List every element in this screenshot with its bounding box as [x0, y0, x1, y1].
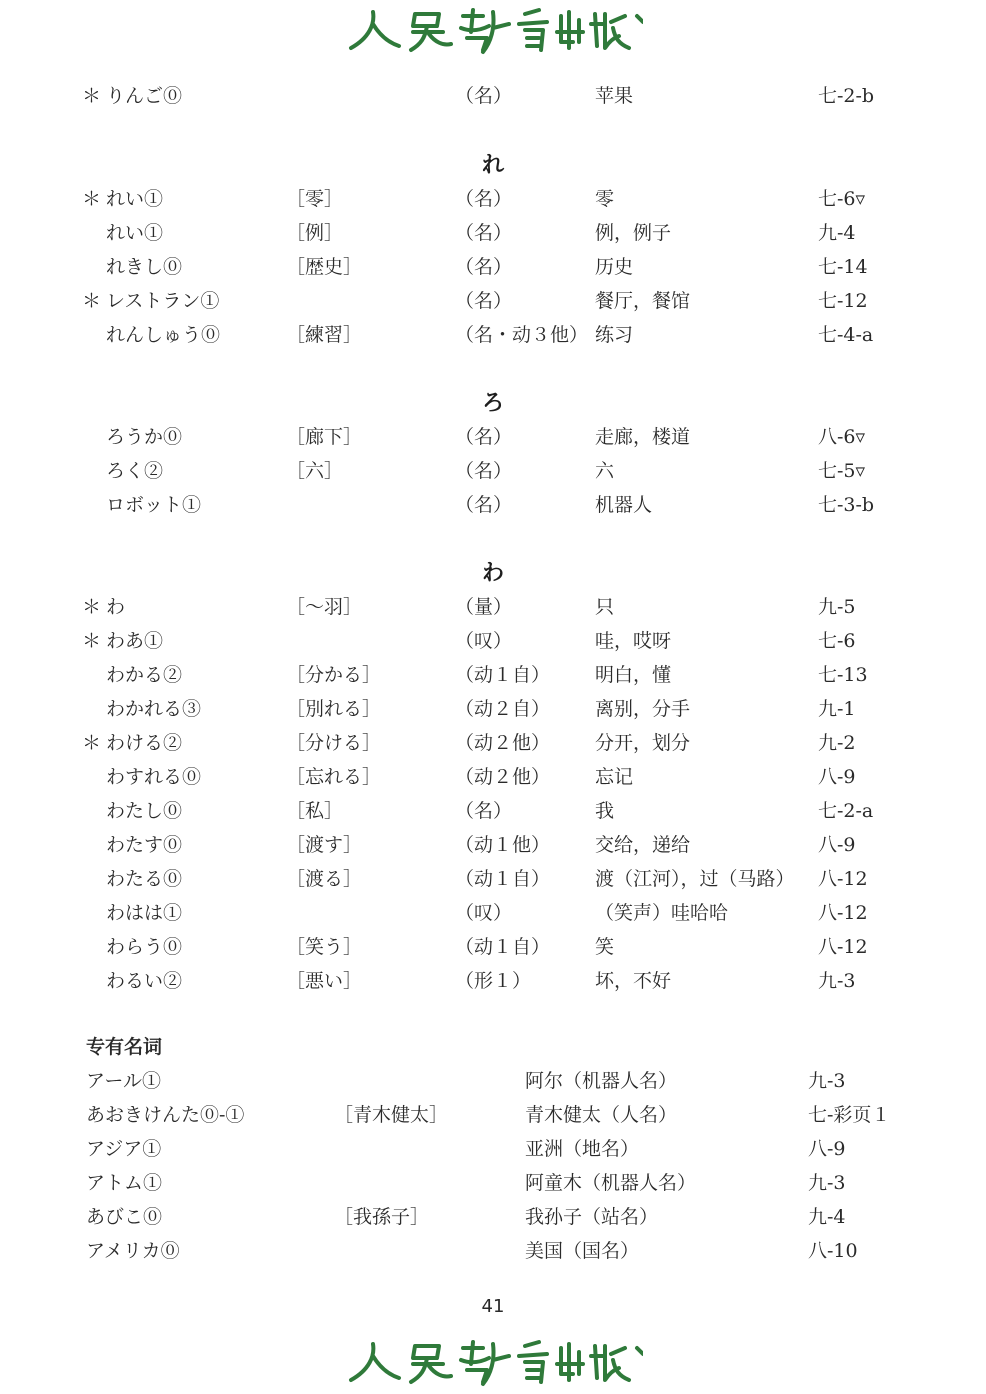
vocab-row [0, 454, 986, 488]
vocab-part-of-speech: （名） [455, 290, 513, 312]
core-word-marker: ＊ [82, 85, 102, 107]
vocab-meaning: 笑 [595, 936, 615, 958]
vocab-part-of-speech: （叹） [455, 902, 513, 924]
vocab-part-of-speech: （动１他） [455, 834, 551, 856]
vocab-row [0, 590, 986, 624]
vocab-lesson-ref: 九-4 [818, 222, 856, 244]
proper-noun-lesson-ref: 七-彩页１ [808, 1104, 891, 1126]
vocab-lesson-ref: 八-9 [818, 834, 856, 856]
proper-noun-row [0, 1166, 986, 1200]
vocab-lesson-ref: 九-3 [818, 970, 856, 992]
proper-noun-word: アトム① [86, 1172, 163, 1194]
vocab-lesson-ref: 八-12 [818, 868, 868, 890]
proper-noun-row [0, 1098, 986, 1132]
proper-noun-word: アール① [86, 1070, 162, 1092]
vocab-meaning: 机器人 [595, 494, 653, 516]
vocab-lesson-ref: 七-5▿ [818, 460, 866, 482]
vocab-meaning: 坏，不好 [595, 970, 672, 992]
vocab-row [0, 862, 986, 896]
vocab-kanji: ［歴史］ [286, 256, 363, 278]
vocab-word: わたす⓪ [106, 834, 183, 856]
vocab-word: わらう⓪ [106, 936, 183, 958]
vocab-meaning: 餐厅，餐馆 [595, 290, 691, 312]
vocab-row [0, 250, 986, 284]
vocab-word: れんしゅう⓪ [106, 324, 221, 346]
vocab-part-of-speech: （名） [455, 222, 513, 244]
vocab-meaning: 零 [595, 188, 615, 210]
vocab-kanji: ［分ける］ [286, 732, 382, 754]
proper-noun-lesson-ref: 八-10 [808, 1240, 858, 1262]
vocab-word: わかる② [106, 664, 183, 686]
vocab-word: りんご⓪ [106, 85, 183, 107]
vocab-row [0, 318, 986, 352]
vocab-lesson-ref: 七-3-b [818, 494, 875, 516]
proper-noun-lesson-ref: 九-4 [808, 1206, 846, 1228]
vocab-part-of-speech: （名） [455, 426, 513, 448]
vocab-lesson-ref: 七-2-a [818, 800, 874, 822]
publisher-logo-bottom [0, 1334, 986, 1394]
vocab-part-of-speech: （叹） [455, 630, 513, 652]
vocab-row [0, 794, 986, 828]
vocab-lesson-ref: 八-12 [818, 902, 868, 924]
vocab-word: ろうか⓪ [106, 426, 183, 448]
vocab-meaning: 我 [595, 800, 615, 822]
vocab-meaning: 六 [595, 460, 615, 482]
proper-noun-row [0, 1132, 986, 1166]
proper-noun-meaning: 青木健太（人名） [525, 1104, 678, 1126]
vocab-kanji: ［渡る］ [286, 868, 363, 890]
vocab-meaning: 苹果 [595, 85, 634, 107]
vocab-word: わたる⓪ [106, 868, 183, 890]
vocab-word: ろく② [106, 460, 164, 482]
vocab-row [0, 284, 986, 318]
vocab-word: わすれる⓪ [106, 766, 202, 788]
vocab-kanji: ［廊下］ [286, 426, 363, 448]
vocab-meaning: 哇，哎呀 [595, 630, 672, 652]
vocab-lesson-ref: 七-6▿ [818, 188, 866, 210]
proper-noun-word: あおきけんた⓪-① [86, 1104, 245, 1126]
proper-noun-lesson-ref: 九-3 [808, 1070, 846, 1092]
vocab-part-of-speech: （名） [455, 256, 513, 278]
vocab-meaning: 走廊，楼道 [595, 426, 691, 448]
vocab-row [0, 182, 986, 216]
vocab-meaning: 渡（江河），过（马路） [595, 868, 795, 890]
vocab-part-of-speech: （动１自） [455, 664, 551, 686]
vocab-meaning: 离别，分手 [595, 698, 691, 720]
vocab-row [0, 726, 986, 760]
vocab-part-of-speech: （动１自） [455, 936, 551, 958]
vocab-lesson-ref: 七-4-a [818, 324, 874, 346]
proper-nouns-title: 专有名词 [86, 1036, 163, 1058]
vocab-meaning: （笑声）哇哈哈 [595, 902, 729, 924]
proper-noun-word: アメリカ⓪ [86, 1240, 180, 1262]
vocab-part-of-speech: （动２自） [455, 698, 551, 720]
vocab-part-of-speech: （名） [455, 188, 513, 210]
vocab-lesson-ref: 七-13 [818, 664, 868, 686]
section-heading: ろ [481, 390, 504, 416]
vocab-kanji: ［悪い］ [286, 970, 363, 992]
page-number: 41 [481, 1296, 505, 1317]
vocab-kanji: ［忘れる］ [286, 766, 382, 788]
vocab-part-of-speech: （动２他） [455, 732, 551, 754]
vocab-row [0, 964, 986, 998]
proper-noun-meaning: 阿尔（机器人名） [525, 1070, 678, 1092]
vocab-row [0, 896, 986, 930]
vocab-lesson-ref: 八-12 [818, 936, 868, 958]
vocab-kanji: ［零］ [286, 188, 344, 210]
section-heading: れ [481, 152, 504, 178]
vocab-lesson-ref: 七-6 [818, 630, 856, 652]
vocab-kanji: ［例］ [286, 222, 344, 244]
vocab-word: わたし⓪ [106, 800, 183, 822]
vocab-row [0, 624, 986, 658]
vocab-lesson-ref: 九-2 [818, 732, 856, 754]
vocab-word: れい① [106, 188, 164, 210]
vocab-word: れい① [106, 222, 164, 244]
vocab-meaning: 忘记 [595, 766, 634, 788]
vocab-word: わかれる③ [106, 698, 202, 720]
vocab-kanji: ［笑う］ [286, 936, 363, 958]
section-heading: わ [481, 560, 504, 586]
vocab-lesson-ref: 八-9 [818, 766, 856, 788]
vocab-part-of-speech: （名） [455, 85, 513, 107]
vocab-word: わ [106, 596, 126, 618]
vocab-lesson-ref: 七-12 [818, 290, 868, 312]
vocab-word: わける② [106, 732, 183, 754]
vocab-kanji: ［私］ [286, 800, 344, 822]
publisher-logo-top [0, 2, 986, 62]
proper-noun-kanji: ［青木健太］ [334, 1104, 449, 1126]
vocab-word: わはは① [106, 902, 183, 924]
vocab-kanji: ［分かる］ [286, 664, 382, 686]
vocab-row [0, 216, 986, 250]
vocab-word: レストラン① [106, 290, 220, 312]
vocab-lesson-ref: 八-6▿ [818, 426, 866, 448]
vocab-row [0, 488, 986, 522]
proper-noun-lesson-ref: 九-3 [808, 1172, 846, 1194]
vocab-part-of-speech: （名） [455, 460, 513, 482]
vocab-word: わるい② [106, 970, 183, 992]
vocab-kanji: ［六］ [286, 460, 344, 482]
vocab-kanji: ［練習］ [286, 324, 363, 346]
proper-noun-word: アジア① [86, 1138, 162, 1160]
vocab-lesson-ref: 九-1 [818, 698, 856, 720]
vocab-part-of-speech: （名・动３他） [455, 324, 589, 346]
vocab-lesson-ref: 七-14 [818, 256, 868, 278]
vocab-row [0, 828, 986, 862]
vocab-lesson-ref: 九-5 [818, 596, 856, 618]
vocab-row [0, 79, 986, 113]
core-word-marker: ＊ [82, 596, 102, 618]
vocab-part-of-speech: （动１自） [455, 868, 551, 890]
vocab-part-of-speech: （动２他） [455, 766, 551, 788]
vocab-kanji: ［渡す］ [286, 834, 363, 856]
vocab-row [0, 420, 986, 454]
core-word-marker: ＊ [82, 732, 102, 754]
proper-noun-row [0, 1234, 986, 1268]
vocab-meaning: 交给，递给 [595, 834, 691, 856]
vocab-row [0, 692, 986, 726]
vocab-part-of-speech: （形１） [455, 970, 532, 992]
proper-noun-meaning: 美国（国名） [525, 1240, 640, 1262]
vocab-kanji: ［～羽］ [286, 596, 363, 618]
vocab-row [0, 930, 986, 964]
vocab-lesson-ref: 七-2-b [818, 85, 875, 107]
vocab-meaning: 例，例子 [595, 222, 672, 244]
vocab-kanji: ［別れる］ [286, 698, 382, 720]
vocab-meaning: 分开，划分 [595, 732, 691, 754]
vocab-meaning: 练习 [595, 324, 634, 346]
vocab-word: れきし⓪ [106, 256, 183, 278]
core-word-marker: ＊ [82, 630, 102, 652]
vocab-word: ロボット① [106, 494, 202, 516]
proper-noun-word: あびこ⓪ [86, 1206, 163, 1228]
proper-noun-lesson-ref: 八-9 [808, 1138, 846, 1160]
vocab-row [0, 760, 986, 794]
vocab-meaning: 历史 [595, 256, 634, 278]
vocab-part-of-speech: （量） [455, 596, 513, 618]
vocab-part-of-speech: （名） [455, 800, 513, 822]
vocab-meaning: 只 [595, 596, 615, 618]
proper-noun-row [0, 1200, 986, 1234]
core-word-marker: ＊ [82, 290, 102, 312]
vocab-word: わあ① [106, 630, 164, 652]
proper-noun-kanji: ［我孫子］ [334, 1206, 430, 1228]
proper-noun-meaning: 亚洲（地名） [525, 1138, 640, 1160]
vocab-part-of-speech: （名） [455, 494, 513, 516]
vocab-meaning: 明白，懂 [595, 664, 672, 686]
vocab-row [0, 658, 986, 692]
proper-noun-row [0, 1064, 986, 1098]
proper-noun-meaning: 我孙子（站名） [525, 1206, 659, 1228]
core-word-marker: ＊ [82, 188, 102, 210]
proper-noun-meaning: 阿童木（机器人名） [525, 1172, 697, 1194]
